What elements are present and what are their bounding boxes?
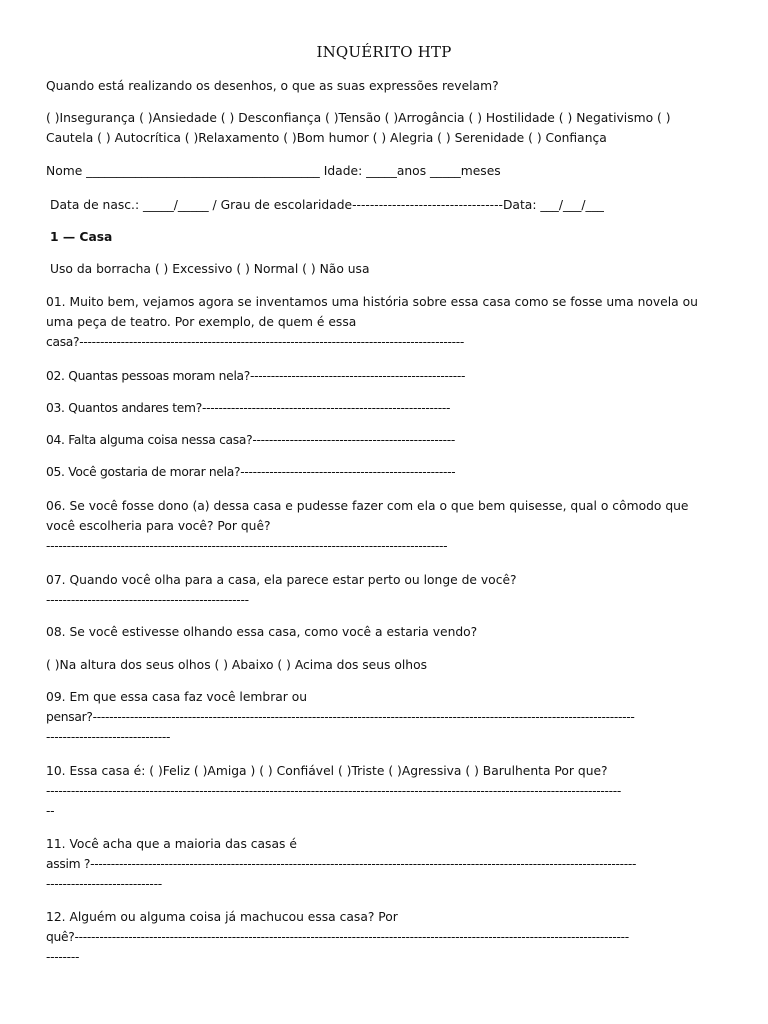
question-09-line-3: ------------------------------ <box>46 730 171 744</box>
question-08-options: ( )Na altura dos seus olhos ( ) Abaixo ( ) Acima dos seus olhos <box>46 658 428 672</box>
question-06-line-2: você escolheria para você? Por quê? <box>46 519 271 533</box>
question-12-line-2: quê?-------------------------------------------------------------------------------------------------------------------------------------- <box>46 930 629 944</box>
question-12-line-3: -------- <box>46 950 80 964</box>
question-12-line-1: 12. Alguém ou alguma coisa já machucou essa casa? Por <box>46 910 398 924</box>
question-05: 05. Você gostaria de morar nela?---------------------------------------------------- <box>46 465 456 479</box>
section-heading-casa: 1 — Casa <box>50 230 113 244</box>
question-11-line-1: 11. Você acha que a maioria das casas é <box>46 837 297 851</box>
question-09-line-2: pensar?----------------------------------------------------------------------------------------------------------------------------------- <box>46 710 635 724</box>
question-09-line-1: 09. Em que essa casa faz você lembrar ou <box>46 690 308 704</box>
question-06-answer-line: ------------------------------------------------------------------------------------------------- <box>46 539 448 553</box>
question-06-line-1: 06. Se você fosse dono (a) dessa casa e pudesse fazer com ela o que bem quisesse, qual o cômodo que <box>46 499 689 513</box>
question-01-line-3: casa?--------------------------------------------------------------------------------------------- <box>46 335 465 349</box>
question-11-line-3: ---------------------------- <box>46 877 162 891</box>
question-02: 02. Quantas pessoas moram nela?---------------------------------------------------- <box>46 369 466 383</box>
question-10-line-2: ------------------------------------------------------------------------------------------------------------------------------------------- <box>46 784 622 798</box>
question-07-answer-line: ------------------------------------------------- <box>46 593 249 607</box>
question-07-line-1: 07. Quando você olha para a casa, ela parece estar perto ou longe de você? <box>46 573 517 587</box>
name-age-field-line: Nome ______________________________________ Idade: _____anos _____meses <box>46 164 501 178</box>
birth-education-date-line: Data de nasc.: _____/_____ / Grau de escolaridade----------------------------------Data: ___/___/___ <box>50 198 604 212</box>
question-04: 04. Falta alguma coisa nessa casa?------------------------------------------------- <box>46 433 456 447</box>
intro-question: Quando está realizando os desenhos, o que as suas expressões revelam? <box>46 79 499 93</box>
question-11-line-2: assim ?------------------------------------------------------------------------------------------------------------------------------------ <box>46 857 637 871</box>
expression-options-line-2: Cautela ( ) Autocrítica ( )Relaxamento ( )Bom humor ( ) Alegria ( ) Serenidade ( ) Confiança <box>46 131 607 145</box>
question-10-line-3: -- <box>46 804 55 818</box>
question-01-line-2: uma peça de teatro. Por exemplo, de quem é essa <box>46 315 357 329</box>
question-03: 03. Quantos andares tem?------------------------------------------------------------ <box>46 401 451 415</box>
document-title: INQUÉRITO HTP <box>316 43 452 61</box>
question-01-line-1: 01. Muito bem, vejamos agora se inventamos uma história sobre essa casa como se fosse uma novela ou <box>46 295 698 309</box>
eraser-use-options: Uso da borracha ( ) Excessivo ( ) Normal ( ) Não usa <box>50 262 370 276</box>
question-10-line-1: 10. Essa casa é: ( )Feliz ( )Amiga ) ( ) Confiável ( )Triste ( )Agressiva ( ) Barulhenta Por que? <box>46 764 608 778</box>
question-08-line-1: 08. Se você estivesse olhando essa casa, como você a estaria vendo? <box>46 625 478 639</box>
expression-options-line-1: ( )Insegurança ( )Ansiedade ( ) Desconfiança ( )Tensão ( )Arrogância ( ) Hostilidade ( ) Negativismo ( ) <box>46 111 671 125</box>
